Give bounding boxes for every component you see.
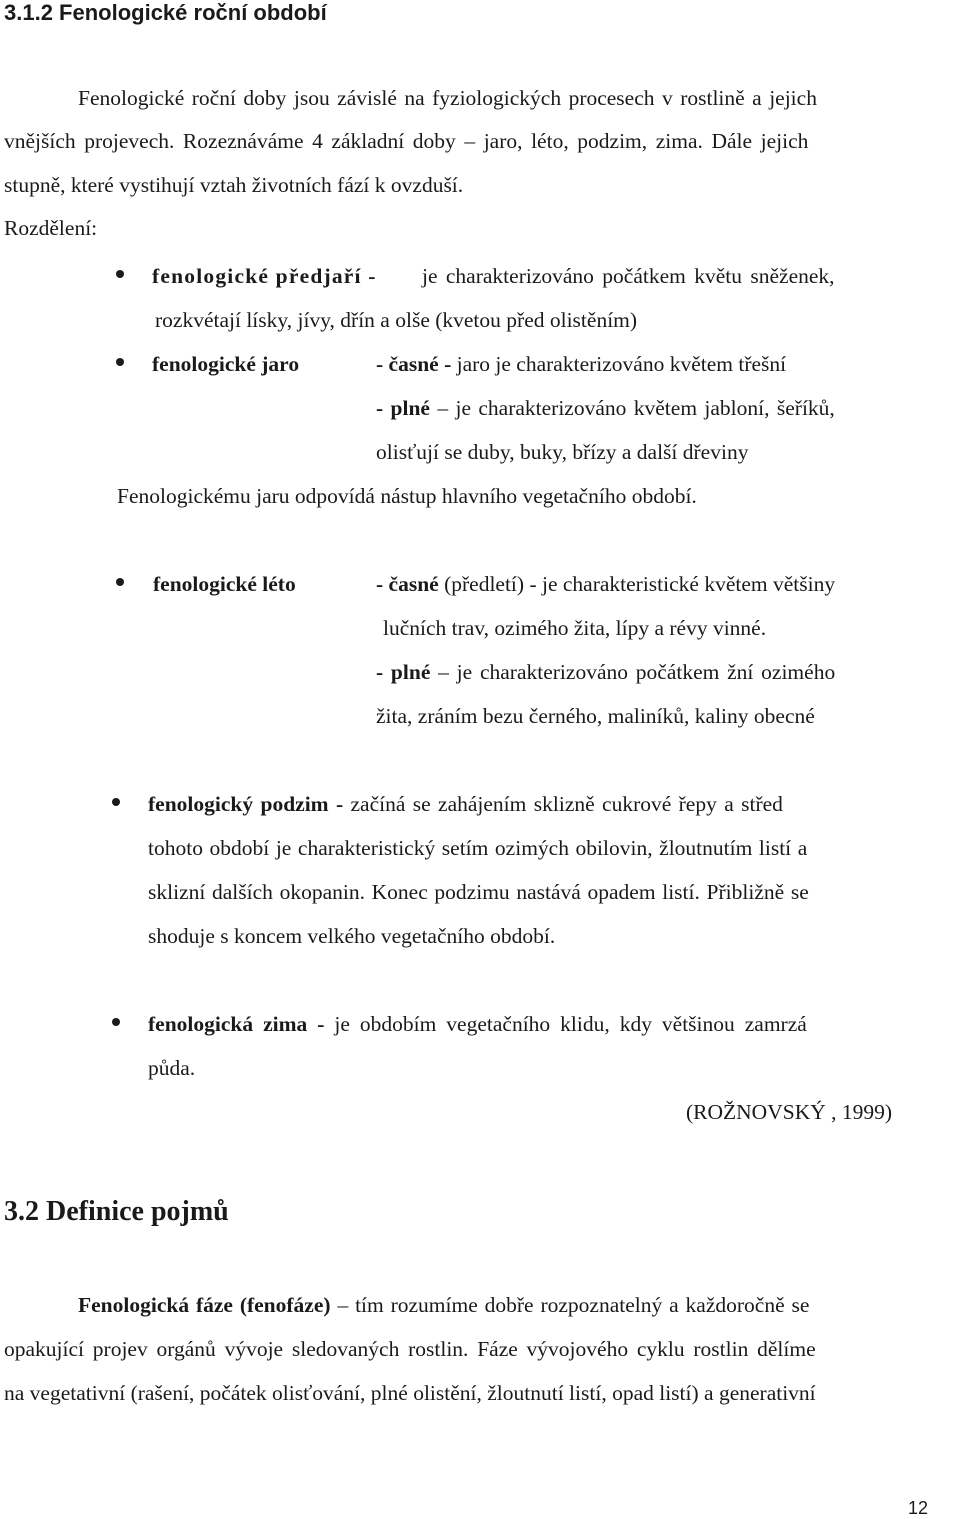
podzim-line-3: sklizní dalších okopanin. Konec podzimu nastává opadem listí. Přibližně se: [148, 880, 809, 904]
intro-line-2: vnějších projevech. Rozeznáváme 4 základní doby – jaro, léto, podzim, zima. Dále jejich: [4, 129, 809, 153]
leto-early-text-1: (předletí) - je charakteristické květem většiny: [444, 572, 836, 596]
predjari-desc-2: rozkvétají lísky, jívy, dřín a olše (kvetou před olistěním): [155, 308, 638, 332]
zima-term: fenologická zima -: [148, 1012, 325, 1036]
definitions-heading: 3.2 Definice pojmů: [4, 1196, 229, 1227]
bullet-icon: [116, 578, 124, 586]
definitions-text-1: – tím rozumíme dobře rozpoznatelný a každoročně se: [337, 1293, 810, 1317]
intro-line-1: [78, 85, 958, 111]
citation: (ROŽNOVSKÝ , 1999): [686, 1100, 893, 1124]
leto-full-label: - plné: [376, 660, 431, 684]
bullet-icon: [112, 798, 120, 806]
zima-text-1: je obdobím vegetačního klidu, kdy většinou zamrzá: [334, 1012, 807, 1036]
leto-term: fenologické léto: [153, 572, 296, 596]
intro-line-3: stupně, které vystihují vztah životních fází k ovzduší.: [4, 173, 464, 197]
leto-full-text-2: žita, zráním bezu černého, maliníků, kaliny obecné: [376, 704, 815, 728]
section-heading: 3.1.2 Fenologické roční období: [4, 0, 327, 25]
definitions-line-3: na vegetativní (rašení, počátek olisťování, plné olistění, žloutnutí listí, opad listí) a generativní: [4, 1381, 816, 1405]
jaro-early-text: jaro je charakterizováno květem třešní: [456, 352, 787, 376]
bullet-icon: [116, 358, 124, 366]
zima-line-1: [148, 1011, 807, 1037]
jaro-full-label: - plné: [376, 396, 430, 420]
jaro-note: Fenologickému jaru odpovídá nástup hlavního vegetačního období.: [117, 484, 697, 508]
jaro-early: [376, 351, 786, 377]
definitions-term: Fenologická fáze (fenofáze): [78, 1293, 331, 1317]
leto-early-label: - časné: [376, 572, 439, 596]
jaro-term: fenologické jaro: [152, 352, 300, 376]
jaro-full-text-1: – je charakterizováno květem jabloní, šeříků,: [437, 396, 835, 420]
division-label: Rozdělení:: [4, 216, 98, 240]
definitions-line-2: opakující projev orgánů vývoje sledovaných rostlin. Fáze vývojového cyklu rostlin dělíme: [4, 1337, 816, 1361]
intro-line-1-text: Fenologické roční doby jsou závislé na fyziologických procesech v rostlině a jejich: [78, 86, 817, 110]
jaro-full-text-2: olisťují se duby, buky, břízy a další dřeviny: [376, 440, 749, 464]
predjari-term: fenologické předjaří -: [152, 264, 377, 288]
page-number: 12: [908, 1498, 929, 1518]
zima-line-2: půda.: [148, 1056, 196, 1080]
podzim-line-1: [148, 791, 783, 817]
jaro-early-label: - časné -: [376, 352, 452, 376]
bullet-icon: [112, 1018, 120, 1026]
definitions-line-1: [78, 1292, 809, 1318]
leto-full: [376, 659, 835, 685]
podzim-term: fenologický podzim -: [148, 792, 344, 816]
jaro-full: [376, 395, 835, 421]
leto-full-text-1: – je charakterizováno počátkem žní ozimého: [438, 660, 836, 684]
leto-early: [376, 571, 835, 597]
podzim-text-1: začíná se zahájením sklizně cukrové řepy a střed: [350, 792, 783, 816]
podzim-line-4: shoduje s koncem velkého vegetačního období.: [148, 924, 556, 948]
bullet-icon: [116, 270, 124, 278]
predjari-desc-1: je charakterizováno počátkem květu sněženek,: [422, 264, 835, 288]
leto-early-text-2: lučních trav, ozimého žita, lípy a révy vinné.: [383, 616, 767, 640]
podzim-line-2: tohoto období je charakteristický setím ozimých obilovin, žloutnutím listí a: [148, 836, 808, 860]
